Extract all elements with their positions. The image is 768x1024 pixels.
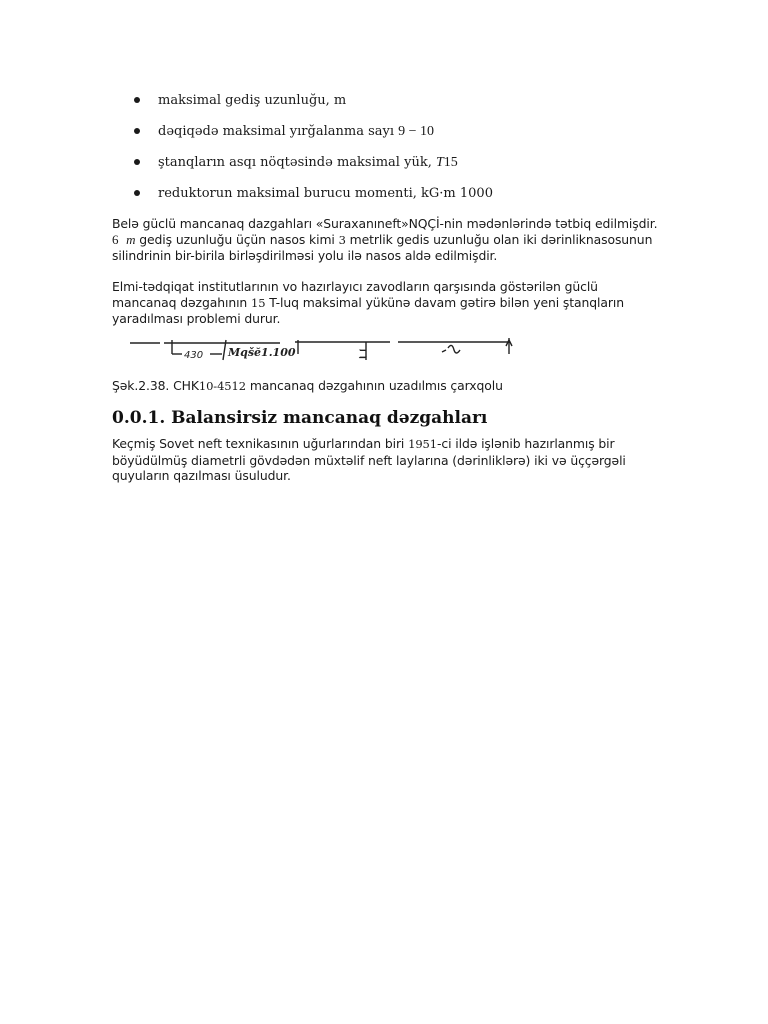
bullet-value: 9 − 10 [398,124,435,139]
bullet-icon [134,190,140,196]
paragraph-1-text-a: Belə güclü mancanaq dazgahları «Suraxanıneft»NQÇİ-nin mədənlərində tətbiq edilmişdir. [112,216,658,231]
figure-label-scale: Mqšĕ1.100 [228,346,296,359]
paragraph-3-year: 1951 [408,437,437,451]
section-heading [112,405,487,431]
section-number: 0.0.1. [112,408,166,428]
paragraph-1-number-2: 3 [338,232,346,247]
paragraph-1-unit: m [126,231,136,247]
bullet-label: ştanqların asqı nöqtəsində maksimal yük, [158,155,432,170]
paragraph-1-text-b: gediş uzunluğu üçün nasos kimi [139,231,335,247]
paragraph-2-text-a: Elmi-tədqiqat institutlarının vo hazırlayıcı zavodların qarşısında göstərilən güclü mancanaq dəzgahının [112,279,598,310]
bullet-item [112,121,672,152]
bullet-icon [134,128,140,134]
bullet-item [112,152,672,183]
paragraph-3 [112,436,660,484]
bullet-label: dəqiqədə maksimal yırğalanma sayı [158,124,395,139]
paragraph-3-text-a: Keçmiş Sovet neft texnikasının uğurlarından biri [112,436,405,451]
figure-label-right: ℶ [359,347,368,361]
caption-suffix: mancanaq dəzgahının uzadılmıs çarxqolu [249,378,503,393]
bullet-icon [134,97,140,103]
paragraph-1 [112,216,660,264]
bullet-value: 15 [443,155,458,170]
crank-drawing-figure [130,334,520,368]
bullet-label: maksimal gediş uzunluğu, m [158,93,347,108]
bullet-item [112,90,672,121]
figure-label-430: 430 [184,350,204,361]
paragraph-2-number: 15 [251,295,266,310]
caption-prefix: Şək.2.38. CHK [112,378,199,393]
caption-model: 10-4512 [198,379,246,393]
paragraph-3-text-b: -ci ildə işlənib hazırlanmış bir böyüdülmüş diametrli gövdədən müxtəlif neft laylarına (dərinliklərə) iki və üççərgəli quyuların qazılması üsuludur. [112,436,626,483]
figure-caption [112,378,660,395]
paragraph-2 [112,279,660,327]
spec-bullet-list [112,90,672,214]
bullet-icon [134,159,140,165]
paragraph-1-text-c: metrlik gedis uzunluğu olan iki dərinliknasosunun silindrinin bir-birila birləşdirilməsi yolu ilə nasos aldə edilmişdir. [112,231,653,263]
paragraph-1-number: 6 [112,231,119,247]
section-title: Balansirsiz mancanaq dəzgahları [171,408,488,428]
bullet-item [112,183,672,214]
bullet-unit: T [435,155,444,170]
bullet-label: reduktorun maksimal burucu momenti, kG·m 1000 [158,186,493,201]
paragraph-2-text-b: T-luq maksimal yükünə davam gətirə bilən yeni ştanqların yaradılması problemi durur. [112,294,624,326]
